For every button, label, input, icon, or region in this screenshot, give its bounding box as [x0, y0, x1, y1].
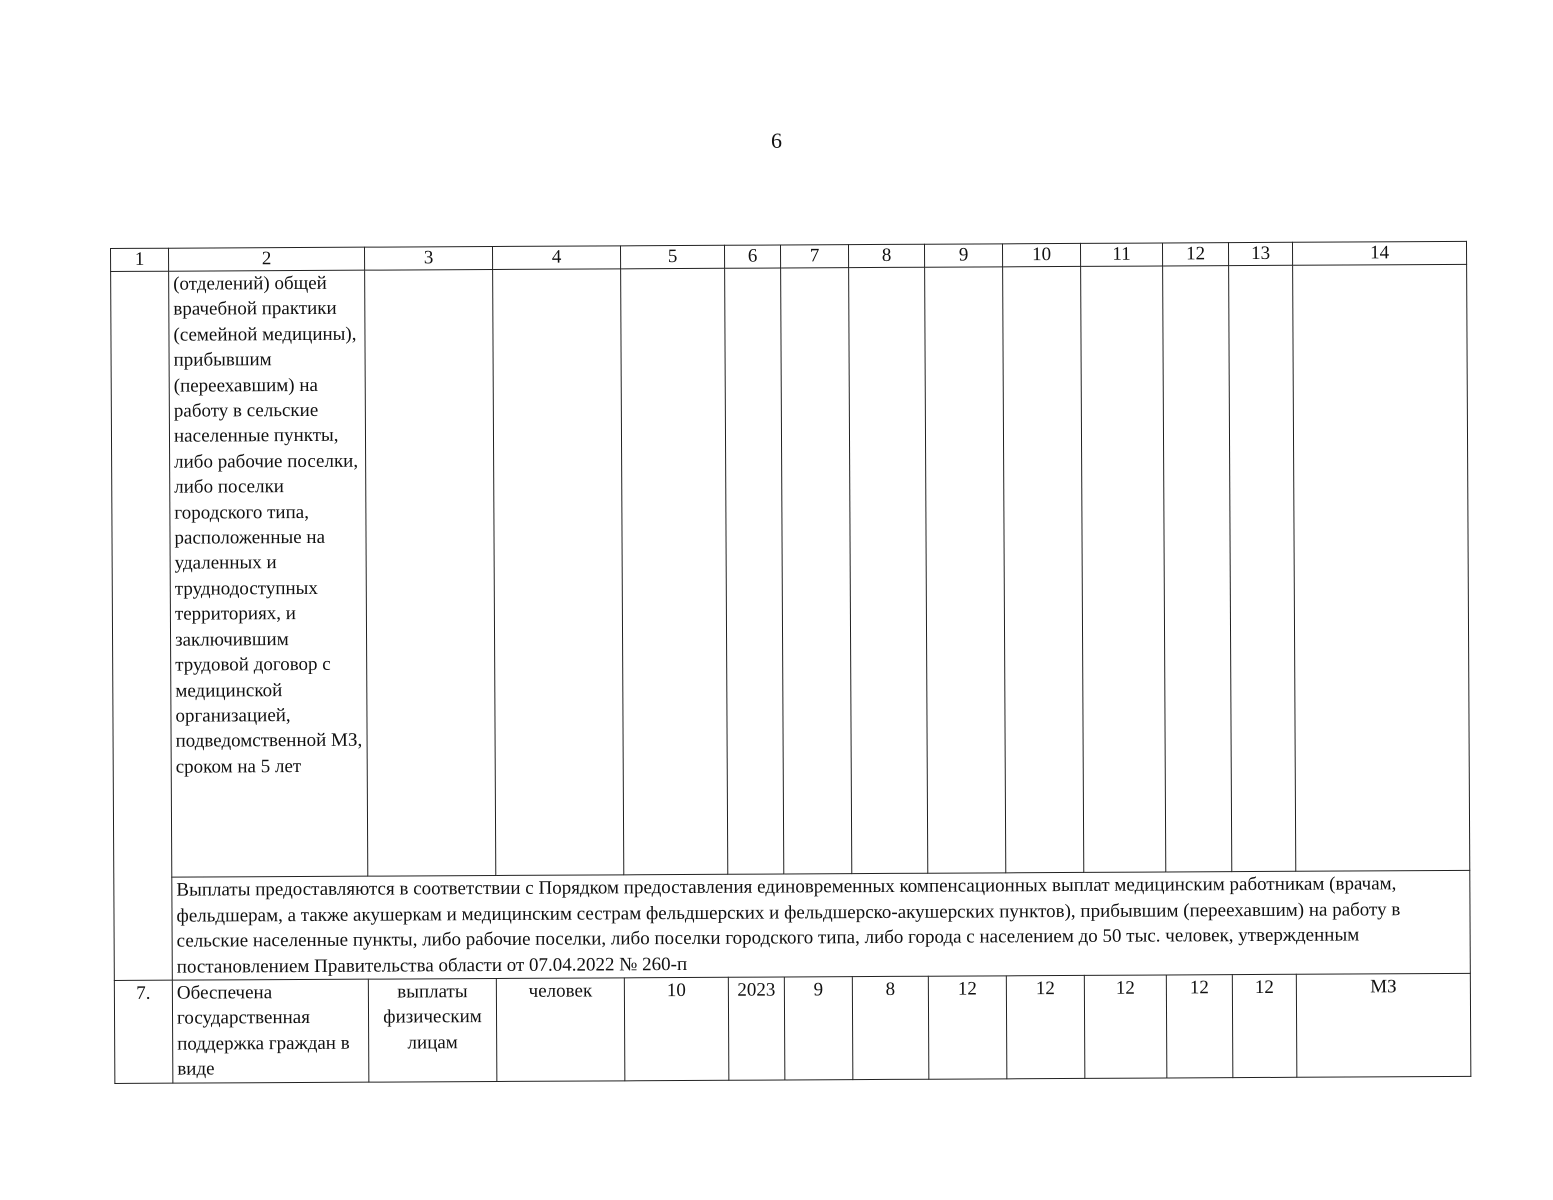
- value-cell-9: 12: [928, 976, 1007, 1079]
- empty-cell-7: [781, 268, 852, 874]
- empty-cell-9: [925, 267, 1006, 873]
- unit-cell: человек: [496, 978, 625, 1081]
- empty-cell-14: [1293, 264, 1470, 871]
- header-cell-1: 1: [111, 248, 169, 271]
- header-cell-12: 12: [1162, 243, 1228, 266]
- year-cell: 2023: [728, 977, 785, 1080]
- value-cell-13: 12: [1232, 974, 1297, 1077]
- empty-cell-8: [849, 267, 928, 873]
- type-cell: выплаты физическим лицам: [368, 978, 497, 1081]
- measures-table: [110, 241, 1471, 1084]
- table-row-note: [114, 870, 1471, 980]
- header-cell-13: 13: [1228, 242, 1292, 265]
- row-number-cell: 7.: [114, 980, 173, 1083]
- empty-cell-11: [1081, 266, 1166, 872]
- empty-cell-5: [621, 268, 728, 875]
- table-row-continued: [111, 264, 1470, 877]
- empty-cell-10: [1003, 266, 1084, 872]
- empty-cell-4: [493, 269, 624, 876]
- page-number: 6: [771, 128, 782, 153]
- note-cell: Выплаты предоставляются в соответствии с Порядком предоставления единовременных компенсационных выплат медицинским работникам (врачам, фельдшерам, а также акушеркам и медицинским сестрам фельдшерских и фельдшерско-акушерских пунктов), прибывшим (переехавшим) на работу в сельские населенные пункты, либо рабочие поселки, либо поселки городского типа, либо города с населением до 50 тыс. человек, утвержденным постановлением Правительства области от 07.04.2022 № 260-п: [172, 870, 1471, 980]
- value-cell-10: 12: [1006, 975, 1085, 1078]
- value-cell-12: 12: [1166, 975, 1233, 1078]
- header-cell-2: 2: [169, 247, 365, 271]
- table-row-7: [114, 973, 1471, 1083]
- responsible-cell: МЗ: [1296, 973, 1471, 1077]
- value-cell-11: 12: [1084, 975, 1167, 1078]
- empty-cell-3: [365, 269, 496, 876]
- header-cell-8: 8: [848, 244, 924, 267]
- empty-cell-12: [1163, 266, 1232, 872]
- value-cell-7: 9: [784, 977, 853, 1080]
- header-cell-6: 6: [724, 245, 780, 268]
- value-cell-8: 8: [852, 976, 929, 1079]
- empty-cell-6: [725, 268, 784, 874]
- header-cell-3: 3: [364, 246, 492, 270]
- row-number-cell-empty: [111, 271, 173, 980]
- empty-cell-13: [1229, 265, 1296, 871]
- value-cell-5: 10: [624, 977, 729, 1080]
- measure-description-cell: (отделений) общей врачебной практики (семейной медицины), прибывшим (переехавшим) на работу в сельские населенные пункты, либо рабочие поселки, либо поселки городского типа, расположенные на удаленных и труднодоступных территориях, и заключившим трудовой договор с медицинской организацией, подведомственной МЗ, сроком на 5 лет: [169, 270, 368, 877]
- measure-name-cell: Обеспечена государственная поддержка граждан в виде: [172, 979, 369, 1083]
- header-cell-11: 11: [1080, 243, 1162, 266]
- header-cell-5: 5: [620, 245, 724, 269]
- header-cell-10: 10: [1002, 243, 1080, 266]
- header-cell-9: 9: [924, 244, 1002, 267]
- header-cell-4: 4: [492, 246, 620, 270]
- header-cell-7: 7: [780, 245, 848, 268]
- header-cell-14: 14: [1292, 241, 1466, 265]
